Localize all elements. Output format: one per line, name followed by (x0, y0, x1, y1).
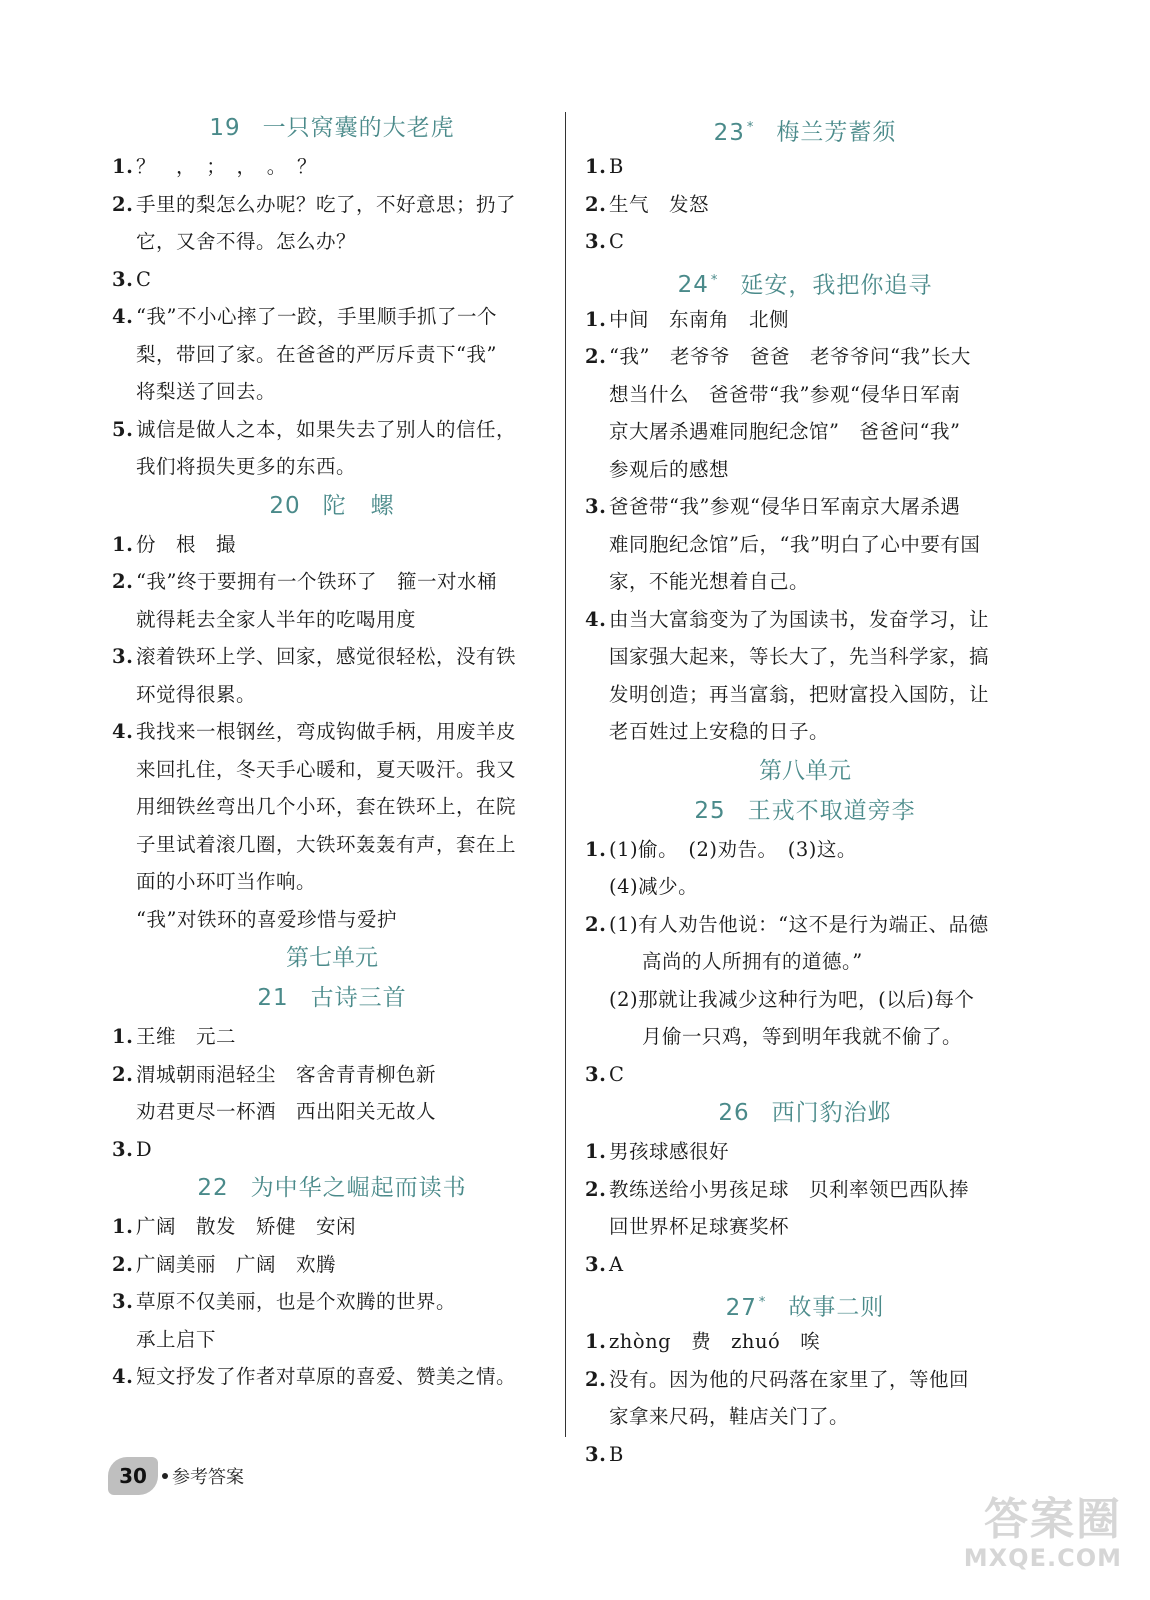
answer-text: 诚信是做人之本，如果失去了别人的信任， (136, 417, 517, 441)
answer-text: 它，又舍不得。怎么办？ (136, 230, 357, 253)
section-title: 西门豹治邺 (771, 1100, 892, 1126)
answer-number: 1. (585, 837, 607, 861)
answer-line (585, 376, 1025, 414)
answer-text: “我” 老爷爷 爸爸 老爷爷问“我”长大 (609, 345, 971, 368)
answer-text: 王维 元二 (136, 1025, 237, 1048)
answer-number: 3. (585, 1252, 607, 1276)
answer-text: 梨，带回了家。在爸爸的严厉斥责下“我” (136, 342, 497, 366)
section-number: 22 (197, 1175, 229, 1201)
answer-text: C (609, 230, 625, 253)
optional-lesson-mark: * (758, 1295, 767, 1310)
section-heading (112, 978, 552, 1018)
answer-text: B (609, 1442, 624, 1466)
section-title: 一只窝囊的大老虎 (262, 115, 455, 141)
answer-text: 我找来一根钢丝，弯成钩做手柄，用废羊皮 (136, 720, 517, 743)
answer-number: 3. (585, 495, 607, 518)
answer-text: ？ ， ； ， 。 ？ (136, 155, 318, 178)
answer-line (112, 1093, 552, 1131)
section-title: 王戎不取道旁李 (747, 797, 916, 824)
answer-line (585, 638, 1025, 676)
answer-text: 来回扎住，冬天手心暖和，夏天吸汗。我又 (136, 757, 517, 781)
answer-text: 参观后的感想 (609, 457, 730, 481)
answer-number: 1. (585, 1140, 607, 1163)
answer-text: 高尚的人所拥有的道德。” (642, 950, 863, 973)
answer-line (112, 186, 552, 224)
footer-label: 参考答案 (172, 1467, 244, 1488)
section-title: 梅兰芳蓄须 (776, 119, 897, 146)
answer-number: 4. (585, 607, 607, 631)
section-heading (112, 108, 552, 148)
answer-line (112, 373, 552, 411)
answer-line (112, 1018, 552, 1056)
answer-line (585, 148, 1025, 186)
answer-number: 2. (585, 1367, 607, 1391)
answer-line (585, 413, 1025, 451)
answer-text: 想当什么 爸爸带“我”参观“侵华日军南 (609, 382, 961, 406)
answer-line (585, 1436, 1025, 1474)
answer-text: 草原不仅美丽，也是个欢腾的世界。 (136, 1290, 457, 1313)
answer-number: 2. (585, 192, 607, 216)
answer-number: 1. (112, 1025, 134, 1048)
answer-text: (4)减少。 (609, 875, 699, 898)
answer-line (112, 638, 552, 676)
answer-text: 发明创造；再当富翁，把财富投入国防，让 (609, 682, 990, 706)
section-number: 27 * (725, 1294, 767, 1321)
answer-number: 3. (585, 1062, 607, 1086)
answer-line (585, 563, 1025, 601)
answer-line (112, 336, 552, 374)
answer-text: 面的小环叮当作响。 (136, 870, 317, 893)
section-number: 26 (718, 1100, 750, 1126)
answer-number: 1. (112, 532, 134, 556)
answer-number: 3. (112, 1290, 134, 1313)
answer-text: D (136, 1137, 153, 1161)
answer-line (112, 1321, 552, 1359)
section-title: 为中华之崛起而读书 (250, 1175, 467, 1201)
answer-number: 3. (112, 645, 134, 668)
section-title: 古诗三首 (310, 985, 407, 1011)
section-number: 19 (209, 115, 241, 141)
section-heading (585, 261, 1025, 301)
answer-number: 4. (112, 720, 134, 743)
answer-text: 环觉得很累。 (136, 682, 257, 706)
answer-line (112, 788, 552, 826)
unit-heading: 第七单元 (286, 945, 378, 971)
answer-line (112, 1246, 552, 1284)
answer-text: 由当大富翁变为了为国读书，发奋学习，让 (609, 607, 990, 631)
answer-line (112, 713, 552, 751)
answer-line (112, 261, 552, 299)
answer-line (112, 901, 552, 939)
answer-text: “我”终于要拥有一个铁环了 箍一对水桶 (136, 570, 497, 593)
answer-line (112, 1056, 552, 1094)
answer-line (585, 1208, 1025, 1246)
section-heading (585, 791, 1025, 831)
section-heading (112, 486, 552, 526)
answer-line (585, 451, 1025, 489)
answer-text: (1)偷。 (2)劝告。 (3)这。 (609, 837, 857, 861)
section-title: 陀 螺 (322, 492, 395, 519)
answer-text: 承上启下 (136, 1327, 217, 1351)
answer-line (112, 601, 552, 639)
answer-line (585, 713, 1025, 751)
answer-number: 2. (112, 570, 134, 593)
answer-text: 短文抒发了作者对草原的喜爱、赞美之情。 (136, 1365, 517, 1388)
answer-text: 家，不能光想着自己。 (609, 570, 810, 593)
optional-lesson-mark: * (746, 120, 755, 135)
left-column (112, 108, 552, 1396)
section-number: 25 (694, 797, 726, 824)
answer-number: 2. (112, 1062, 134, 1086)
answer-number: 1. (585, 155, 607, 178)
answer-number: 1. (585, 1330, 607, 1353)
answer-text: 难同胞纪念馆”后，“我”明白了心中要有国 (609, 532, 981, 556)
answer-text: “我”不小心摔了一跤，手里顺手抓了一个 (136, 305, 497, 328)
answer-number: 3. (112, 1137, 134, 1161)
watermark-logo-text: 答案圈 (984, 1494, 1122, 1545)
answer-number: 5. (112, 417, 134, 441)
right-column (585, 108, 1025, 1473)
answer-line (112, 863, 552, 901)
answer-number: 2. (585, 1177, 607, 1201)
answer-line (112, 751, 552, 789)
watermark-url: MXQE.COM (963, 1544, 1122, 1572)
answer-text: 就得耗去全家人半年的吃喝用度 (136, 607, 417, 631)
answer-line (112, 223, 552, 261)
section-heading (585, 1283, 1025, 1323)
footer-bullet (162, 1473, 168, 1479)
answer-number: 3. (585, 230, 607, 253)
answer-number: 2. (585, 345, 607, 368)
section-title: 故事二则 (788, 1294, 885, 1321)
answer-text: 家拿来尺码，鞋店关门了。 (609, 1405, 850, 1428)
answer-text: 子里试着滚几圈，大铁环轰轰有声，套在上 (136, 832, 517, 856)
answer-number: 1. (585, 307, 607, 331)
answer-text: 京大屠杀遇难同胞纪念馆” 爸爸问“我” (609, 420, 961, 443)
section-number: 23 * (713, 119, 755, 146)
section-number: 21 (257, 985, 289, 1011)
answer-text: 没有。因为他的尺码落在家里了，等他回 (609, 1367, 970, 1391)
unit-heading: 第八单元 (759, 757, 851, 784)
answer-line (112, 676, 552, 714)
answer-line (112, 298, 552, 336)
answer-text: “我”对铁环的喜爱珍惜与爱护 (136, 907, 397, 931)
answer-text: 渭城朝雨浥轻尘 客舍青青柳色新 (136, 1062, 437, 1086)
answer-line (112, 526, 552, 564)
answer-number: 1. (112, 155, 134, 178)
answer-text: 劝君更尽一杯酒 西出阳关无故人 (136, 1100, 437, 1123)
site-watermark (964, 1495, 1122, 1571)
answer-number: 2. (585, 912, 607, 936)
answer-text: 生气 发怒 (609, 192, 710, 216)
answer-line (585, 1361, 1025, 1399)
answer-line (585, 1398, 1025, 1436)
answer-line (112, 1358, 552, 1396)
answer-line (585, 526, 1025, 564)
answer-line (112, 563, 552, 601)
answer-text: zhòng 费 zhuó 唉 (609, 1330, 821, 1353)
optional-lesson-mark: * (710, 272, 719, 288)
answer-text: 回世界杯足球赛奖杯 (609, 1215, 790, 1238)
answer-text: 国家强大起来，等长大了，先当科学家，搞 (609, 645, 990, 668)
answer-text: B (609, 155, 624, 178)
answer-text: 月偷一只鸡，等到明年我就不偷了。 (642, 1025, 963, 1048)
answer-number: 2. (112, 192, 134, 216)
answer-text: 用细铁丝弯出几个小环，套在铁环上，在院 (136, 795, 517, 818)
answer-line (585, 1018, 1025, 1056)
answer-number: 3. (112, 267, 134, 291)
page-footer (108, 1456, 244, 1496)
answer-text: C (609, 1062, 625, 1086)
answer-line (585, 676, 1025, 714)
answer-number: 1. (112, 1215, 134, 1238)
answer-line (585, 868, 1025, 906)
answer-line (112, 1283, 552, 1321)
answer-line (585, 1323, 1025, 1361)
answer-line (585, 943, 1025, 981)
answer-line (585, 831, 1025, 869)
answer-line (585, 981, 1025, 1019)
answer-text: 中间 东南角 北侧 (609, 307, 790, 331)
answer-line (585, 906, 1025, 944)
answer-text: 爸爸带“我”参观“侵华日军南京大屠杀遇 (609, 495, 961, 518)
answer-line (112, 826, 552, 864)
answer-text: 老百姓过上安稳的日子。 (609, 720, 830, 743)
answer-text: 教练送给小男孩足球 贝利率领巴西队捧 (609, 1177, 970, 1201)
answer-line (585, 1133, 1025, 1171)
answer-line (585, 601, 1025, 639)
answer-text: 手里的梨怎么办呢？吃了，不好意思；扔了 (136, 192, 517, 216)
answer-text: 我们将损失更多的东西。 (136, 455, 357, 478)
page-number: 30 (108, 1457, 158, 1495)
answer-line (585, 223, 1025, 261)
answer-line (585, 186, 1025, 224)
answer-text: 份 根 撮 (136, 532, 237, 556)
answer-number: 4. (112, 305, 134, 328)
column-divider (565, 112, 566, 1437)
answer-line (585, 1246, 1025, 1284)
answer-text: 滚着铁环上学、回家，感觉很轻松，没有铁 (136, 645, 517, 668)
answer-line (112, 448, 552, 486)
answer-text: A (609, 1252, 624, 1276)
answer-line (112, 411, 552, 449)
answer-text: 男孩球感很好 (609, 1140, 730, 1163)
section-number: 24 * (677, 272, 719, 299)
answer-line (585, 301, 1025, 339)
answer-line (112, 1208, 552, 1246)
answer-line (585, 488, 1025, 526)
answer-text: 广阔美丽 广阔 欢腾 (136, 1252, 337, 1276)
answer-line (585, 338, 1025, 376)
section-title: 延安，我把你追寻 (740, 272, 933, 299)
section-heading (585, 1093, 1025, 1133)
section-heading (112, 1168, 552, 1208)
answer-line (112, 1131, 552, 1169)
answer-text: (2)那就让我减少这种行为吧，(以后)每个 (609, 987, 975, 1011)
answer-text: 将梨送了回去。 (136, 380, 277, 403)
answer-number: 2. (112, 1252, 134, 1276)
answer-text: 广阔 散发 矫健 安闲 (136, 1215, 357, 1238)
section-heading (585, 108, 1025, 148)
answer-text: C (136, 267, 152, 291)
answer-line (585, 1171, 1025, 1209)
section-number: 20 (269, 492, 301, 519)
answer-line (112, 148, 552, 186)
answer-number: 3. (585, 1442, 607, 1466)
answer-line (585, 1056, 1025, 1094)
answer-text: (1)有人劝告他说：“这不是行为端正、品德 (609, 912, 989, 936)
answer-number: 4. (112, 1365, 134, 1388)
